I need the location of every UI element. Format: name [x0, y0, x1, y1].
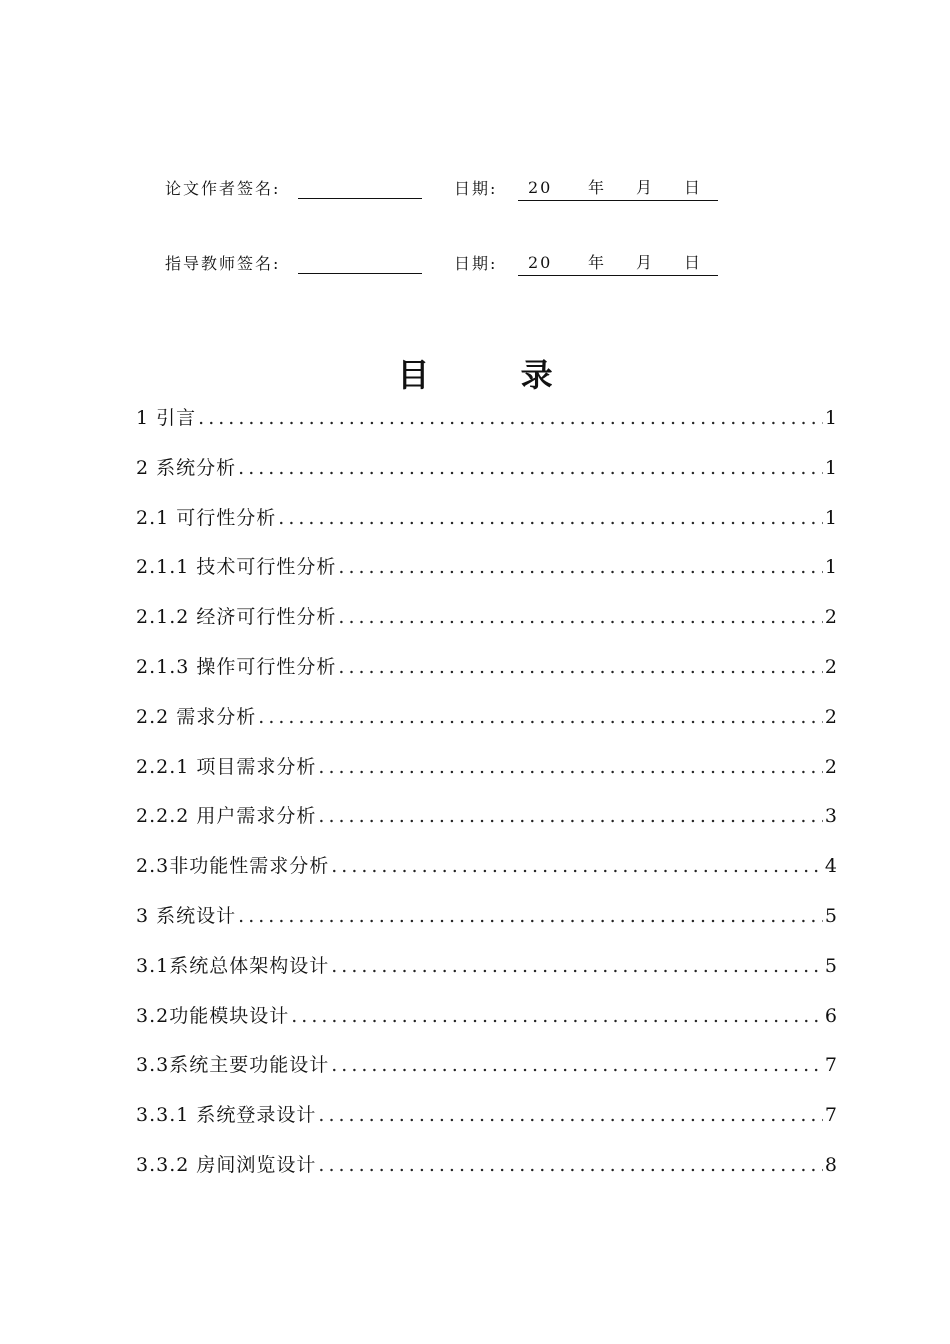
- toc-leader-dots: [338, 606, 822, 628]
- toc-entry-page: 7: [824, 1104, 837, 1127]
- toc-entry[interactable]: [136, 503, 837, 553]
- toc-entry[interactable]: [136, 951, 837, 1001]
- toc-entry-number: 2.2.1: [136, 755, 190, 778]
- toc-entry-page: 1: [824, 456, 837, 479]
- toc-entry-title: 系统主要功能设计: [169, 1054, 330, 1077]
- author-signature-blank[interactable]: [298, 198, 422, 199]
- toc-leader-dots: [318, 756, 822, 778]
- toc-entry-page: 3: [824, 805, 837, 828]
- toc-leader-dots: [318, 805, 822, 827]
- advisor-date-day: 日: [684, 253, 703, 272]
- toc-entry-number: 3.2: [136, 1004, 170, 1027]
- toc-entry-page: 1: [824, 506, 837, 529]
- toc-entry-title: 功能模块设计: [169, 1004, 290, 1027]
- author-date-year-prefix: 20: [528, 178, 553, 197]
- toc-entry[interactable]: [136, 1150, 837, 1200]
- toc-entry-page: 7: [824, 1054, 837, 1077]
- toc-entry[interactable]: [136, 1100, 837, 1150]
- toc-entry[interactable]: [136, 403, 837, 453]
- toc-entry[interactable]: [136, 602, 837, 652]
- author-date-day: 日: [684, 178, 703, 197]
- toc-leader-dots: [338, 556, 822, 578]
- toc-entry-number: 2.2.2: [136, 805, 190, 828]
- toc-entry-page: 1: [824, 407, 837, 429]
- toc-entry-title: 需求分析: [176, 705, 257, 728]
- advisor-date-month: 月: [636, 253, 655, 272]
- toc-entry-title: 系统登录设计: [196, 1104, 317, 1127]
- toc-entry-number: 1: [136, 407, 150, 429]
- author-signature-row: [165, 174, 765, 204]
- author-date-month: 月: [636, 178, 655, 197]
- toc-leader-dots: [318, 1154, 822, 1176]
- toc-leader-dots: [238, 905, 823, 927]
- toc-entry-number: 3.3.1: [136, 1104, 190, 1127]
- toc-leader-dots: [331, 1054, 823, 1076]
- toc-leader-dots: [258, 706, 823, 728]
- toc-entry-title: 经济可行性分析: [196, 606, 337, 629]
- toc-entry-title: 非功能性需求分析: [169, 855, 330, 878]
- advisor-signature-label: 指导教师签名:: [165, 254, 281, 273]
- toc-entry-title: 房间浏览设计: [196, 1153, 317, 1176]
- advisor-signature-blank[interactable]: [298, 273, 422, 274]
- table-of-contents: [136, 403, 837, 1200]
- toc-entry-title: 系统总体架构设计: [169, 954, 330, 977]
- toc-entry-number: 2.2: [136, 705, 170, 728]
- toc-entry-number: 3: [136, 904, 150, 927]
- toc-entry-number: 2.1.3: [136, 655, 190, 678]
- toc-entry-page: 8: [824, 1153, 837, 1176]
- toc-leader-dots: [318, 1104, 822, 1126]
- toc-title: 目 录: [397, 356, 593, 394]
- toc-entry-title: 系统分析: [156, 456, 237, 479]
- toc-entry-number: 2.1.1: [136, 556, 190, 579]
- author-date-label: 日期:: [454, 179, 498, 198]
- toc-entry-number: 3.1: [136, 954, 170, 977]
- toc-entry-number: 2: [136, 456, 150, 479]
- toc-entry[interactable]: [136, 453, 837, 503]
- toc-entry-number: 2.1: [136, 506, 170, 529]
- toc-entry[interactable]: [136, 1001, 837, 1051]
- author-date-field[interactable]: [518, 174, 718, 201]
- toc-entry-page: 2: [824, 606, 837, 629]
- toc-entry-title: 操作可行性分析: [196, 655, 337, 678]
- toc-entry-page: 2: [824, 655, 837, 678]
- toc-entry-page: 5: [824, 904, 837, 927]
- toc-entry-page: 5: [824, 954, 837, 977]
- advisor-date-year: 年: [588, 253, 607, 272]
- toc-entry[interactable]: [136, 901, 837, 951]
- toc-entry[interactable]: [136, 1050, 837, 1100]
- toc-entry-page: 4: [824, 855, 837, 878]
- advisor-date-field[interactable]: [518, 249, 718, 276]
- toc-entry-page: 2: [824, 755, 837, 778]
- toc-entry[interactable]: [136, 652, 837, 702]
- advisor-date-label: 日期:: [454, 254, 498, 273]
- toc-entry-page: 6: [824, 1004, 837, 1027]
- toc-leader-dots: [338, 656, 822, 678]
- toc-entry-title: 系统设计: [156, 904, 237, 927]
- toc-entry-number: 2.1.2: [136, 606, 190, 629]
- toc-entry-title: 可行性分析: [176, 506, 277, 529]
- toc-leader-dots: [331, 855, 823, 877]
- toc-leader-dots: [198, 407, 823, 429]
- toc-entry[interactable]: [136, 752, 837, 802]
- toc-leader-dots: [238, 457, 823, 479]
- advisor-signature-row: [165, 249, 765, 279]
- advisor-date-year-prefix: 20: [528, 253, 553, 272]
- toc-entry-page: 2: [824, 705, 837, 728]
- author-signature-label: 论文作者签名:: [165, 179, 281, 198]
- toc-leader-dots: [331, 955, 823, 977]
- author-date-year: 年: [588, 178, 607, 197]
- toc-entry-title: 技术可行性分析: [196, 556, 337, 579]
- toc-entry-title: 引言: [156, 407, 197, 429]
- toc-entry[interactable]: [136, 851, 837, 901]
- toc-entry-page: 1: [824, 556, 837, 579]
- toc-entry-number: 3.3.2: [136, 1153, 190, 1176]
- toc-entry-number: 3.3: [136, 1054, 170, 1077]
- toc-leader-dots: [278, 507, 823, 529]
- toc-entry-title: 项目需求分析: [196, 755, 317, 778]
- toc-entry[interactable]: [136, 801, 837, 851]
- toc-entry[interactable]: [136, 552, 837, 602]
- toc-leader-dots: [291, 1005, 823, 1027]
- toc-entry-number: 2.3: [136, 855, 170, 878]
- toc-entry-title: 用户需求分析: [196, 805, 317, 828]
- toc-entry[interactable]: [136, 702, 837, 752]
